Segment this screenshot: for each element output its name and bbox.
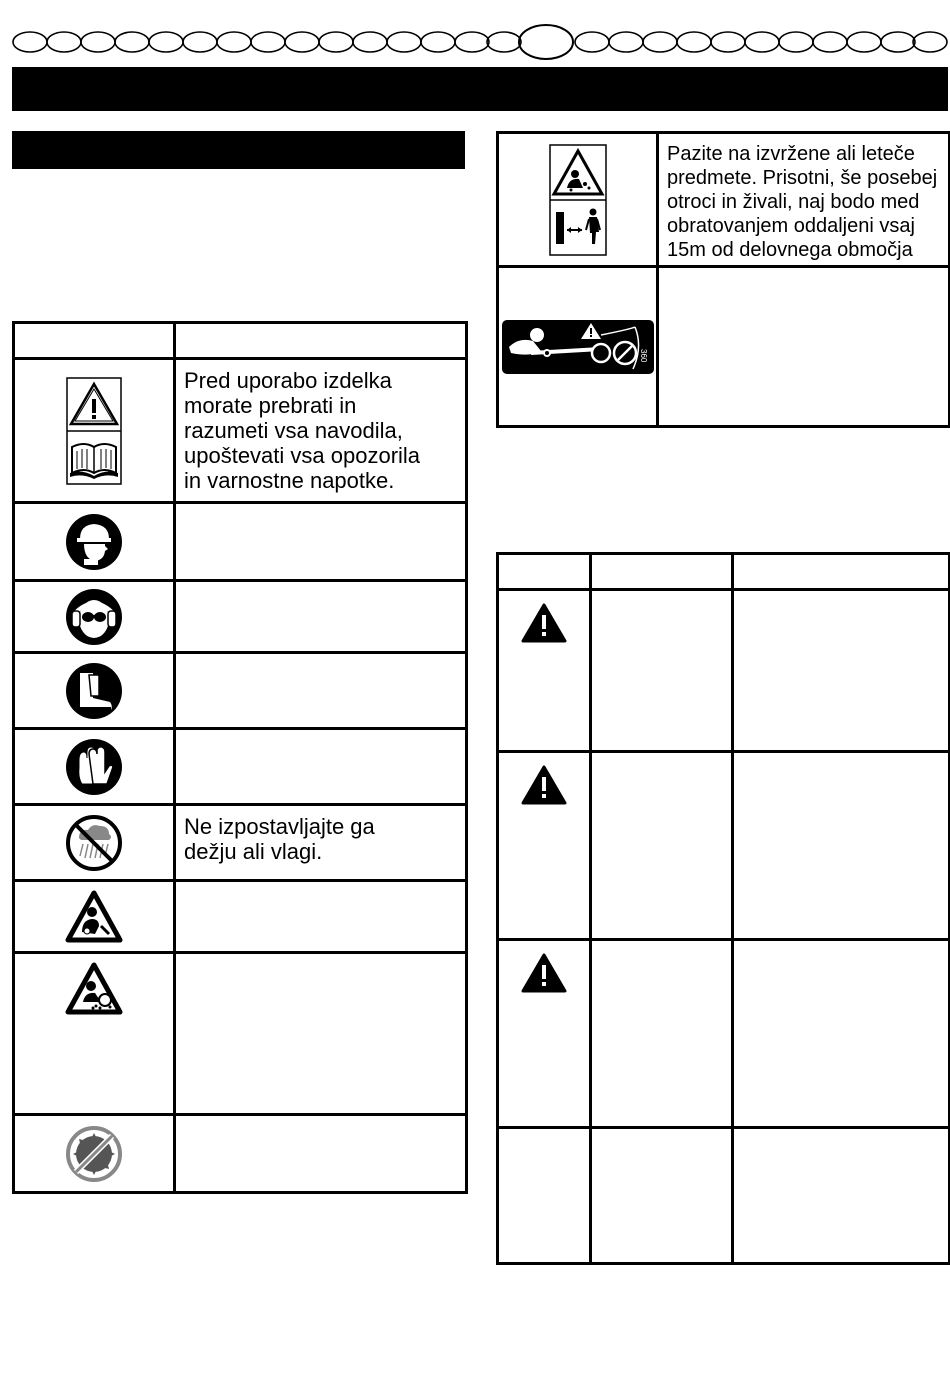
no-rain-text: Ne izpostavljajte ga dežju ali vlagi. <box>184 814 375 864</box>
flying-objects-distance-icon <box>498 133 658 267</box>
eye-ear-protection-text <box>175 581 467 653</box>
table-row <box>14 503 467 581</box>
bystander-warning-text <box>175 881 467 953</box>
table-row <box>14 1115 467 1193</box>
thrown-objects-text <box>175 953 467 1115</box>
table-header-row <box>498 554 950 590</box>
table-row <box>498 267 950 427</box>
table-row <box>14 359 467 503</box>
safety-boots-icon <box>14 653 175 729</box>
signal-word-cell <box>591 590 733 752</box>
header-symbol <box>498 554 591 590</box>
safety-boots-text <box>175 653 467 729</box>
signal-meaning-cell <box>733 940 950 1128</box>
warning-read-manual-icon <box>14 359 175 503</box>
head-protection-text <box>175 503 467 581</box>
table-row <box>14 805 467 881</box>
warning-triangle-icon <box>498 940 591 1128</box>
rotation-360-text <box>658 267 950 427</box>
no-blade-icon <box>14 1115 175 1193</box>
table-row <box>498 133 950 267</box>
head-protection-icon <box>14 503 175 581</box>
table-row <box>14 953 467 1115</box>
gloves-text <box>175 729 467 805</box>
signal-word-cell <box>591 940 733 1128</box>
header-symbol <box>14 323 175 359</box>
signal-word-cell <box>591 1128 733 1264</box>
table-header-row <box>14 323 467 359</box>
title-bar <box>12 67 948 111</box>
no-rain-icon <box>14 805 175 881</box>
table-row <box>14 881 467 953</box>
thrown-objects-warning-icon <box>14 953 175 1115</box>
section-header-bar <box>12 131 465 169</box>
table-row <box>498 1128 950 1264</box>
header-signal <box>591 554 733 590</box>
signal-word-cell <box>591 752 733 940</box>
bystander-warning-icon <box>14 881 175 953</box>
signal-meaning-cell <box>733 590 950 752</box>
svg-text:360: 360 <box>638 348 648 362</box>
gloves-icon <box>14 729 175 805</box>
no-blade-text <box>175 1115 467 1193</box>
oval-chain-decoration <box>0 20 950 64</box>
header-meaning <box>733 554 950 590</box>
flying-objects-text: Pazite na izvržene ali leteče predmete. Prisotni, še posebej otroci in živali, naj bodo med obratovanjem oddaljeni vsaj 15m od delovnega območja <box>667 143 938 261</box>
symbols-table <box>12 321 468 1194</box>
signal-words-table <box>496 552 950 1265</box>
header-meaning <box>175 323 467 359</box>
signal-meaning-cell <box>733 752 950 940</box>
table-row <box>498 590 950 752</box>
warning-triangle-icon <box>498 752 591 940</box>
table-row <box>14 653 467 729</box>
table-row <box>14 729 467 805</box>
table-row <box>498 752 950 940</box>
label-symbols-table <box>496 131 950 428</box>
rotation-360-label-icon <box>498 267 658 427</box>
signal-meaning-cell <box>733 1128 950 1264</box>
eye-ear-protection-icon <box>14 581 175 653</box>
empty-symbol-cell <box>498 1128 591 1264</box>
warning-triangle-icon <box>498 590 591 752</box>
table-row <box>14 581 467 653</box>
read-manual-text: Pred uporabo izdelka morate prebrati in razumeti vsa navodila, upoštevati vsa opozorila in varnostne napotke. <box>184 368 421 493</box>
table-row <box>498 940 950 1128</box>
